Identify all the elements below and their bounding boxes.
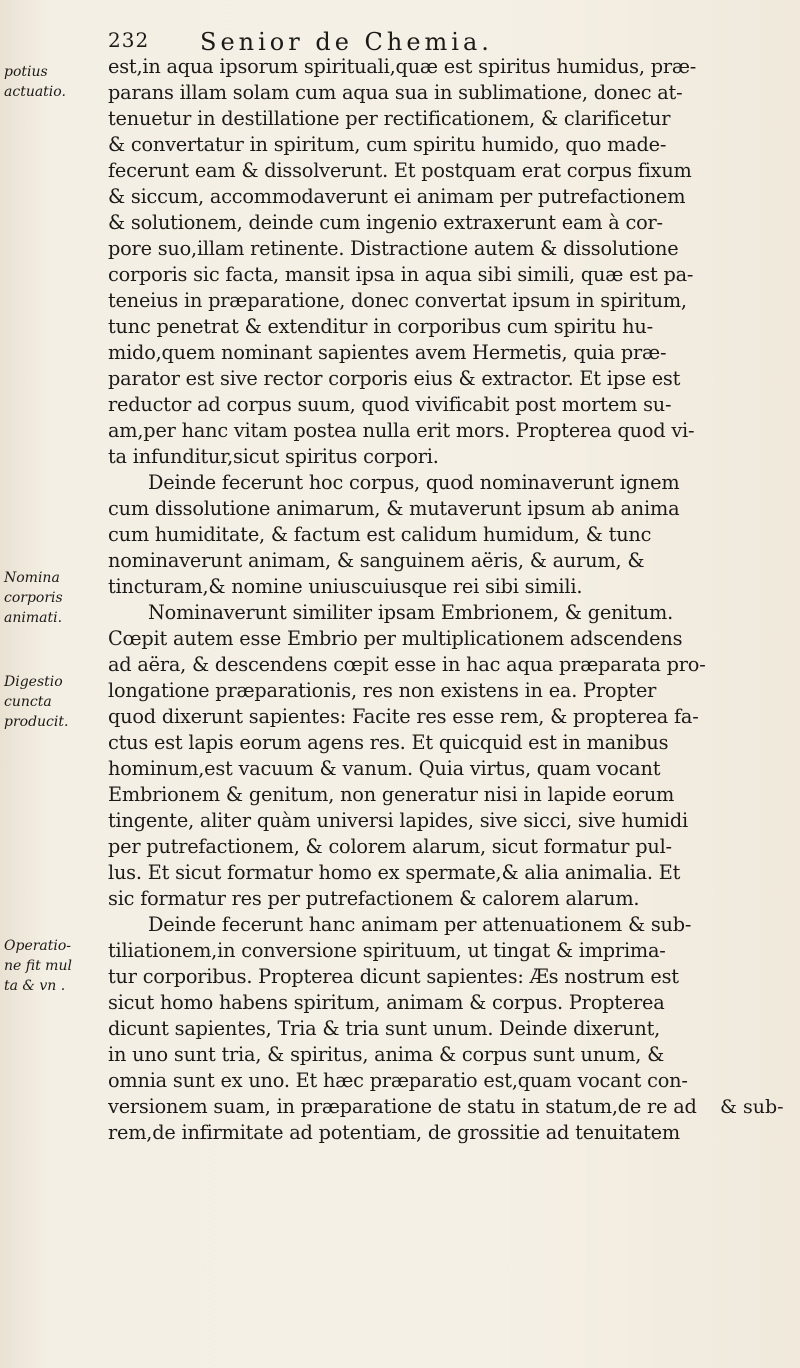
text-line: per putrefactionem, & colorem alarum, sicut formatur pul- bbox=[108, 835, 672, 858]
margin-note: Operatio- ne fit mul ta & vn . bbox=[4, 938, 72, 994]
text-line: parans illam solam cum aqua sua in sublimatione, donec at- bbox=[108, 81, 683, 104]
text-line: hominum,est vacuum & vanum. Quia virtus, quam vocant bbox=[108, 757, 661, 780]
text-line: Deinde fecerunt hoc corpus, quod nominaverunt ignem bbox=[148, 471, 680, 494]
text-line: longatione præparationis, res non existens in ea. Propter bbox=[108, 679, 657, 702]
text-line: tur corporibus. Propterea dicunt sapientes: Æs nostrum est bbox=[108, 965, 679, 988]
text-line: in uno sunt tria, & spiritus, anima & corpus sunt unum, & bbox=[108, 1043, 665, 1066]
text-line: Deinde fecerunt hanc animam per attenuationem & sub- bbox=[148, 913, 692, 936]
text-line: fecerunt eam & dissolverunt. Et postquam erat corpus fixum bbox=[108, 159, 692, 182]
text-line: sicut homo habens spiritum, animam & corpus. Propterea bbox=[108, 991, 665, 1014]
text-line: dicunt sapientes, Tria & tria sunt unum. Deinde dixerunt, bbox=[108, 1017, 661, 1040]
text-line: reductor ad corpus suum, quod vivificabit post mortem su- bbox=[108, 393, 672, 416]
text-line: ctus est lapis eorum agens res. Et quicquid est in manibus bbox=[108, 731, 669, 754]
text-line: cum dissolutione animarum, & mutaverunt ipsum ab anima bbox=[108, 497, 680, 520]
text-line: tiliationem,in conversione spirituum, ut tingat & imprima- bbox=[108, 939, 666, 962]
text-line: teneius in præparatione, donec convertat ipsum in spiritum, bbox=[108, 289, 687, 312]
text-line: rem,de infirmitate ad potentiam, de grossitie ad tenuitatem bbox=[108, 1121, 680, 1144]
text-line: tingente, aliter quàm universi lapides, sive sicci, sive humidi bbox=[108, 809, 688, 832]
text-line: mido,quem nominant sapientes avem Hermetis, quia præ- bbox=[108, 341, 667, 364]
text-line: Nominaverunt similiter ipsam Embrionem, & genitum. bbox=[148, 601, 674, 624]
text-line: Embrionem & genitum, non generatur nisi in lapide eorum bbox=[108, 783, 675, 806]
text-line: parator est sive rector corporis eius & extractor. Et ipse est bbox=[108, 367, 681, 390]
text-line: tincturam,& nomine uniuscuiusque rei sibi simili. bbox=[108, 575, 583, 598]
text-line: corporis sic facta, mansit ipsa in aqua sibi simili, quæ est pa- bbox=[108, 263, 694, 286]
text-line: ta infunditur,sicut spiritus corpori. bbox=[108, 445, 439, 468]
text-line: tunc penetrat & extenditur in corporibus cum spiritu hu- bbox=[108, 315, 653, 338]
text-line: am,per hanc vitam postea nulla erit mors. Propterea quod vi- bbox=[108, 419, 695, 442]
catchword: & sub- bbox=[720, 1096, 784, 1118]
margin-note: potius actuatio. bbox=[4, 64, 66, 100]
body-text bbox=[108, 54, 798, 1172]
running-title: Senior de Chemia. bbox=[200, 28, 493, 56]
text-line: versionem suam, in præparatione de statu in statum,de re ad bbox=[108, 1095, 697, 1118]
margin-notes bbox=[0, 0, 110, 1368]
text-line: Cœpit autem esse Embrio per multiplicationem adscendens bbox=[108, 627, 683, 650]
text-line: ad aëra, & descendens cœpit esse in hac aqua præparata pro- bbox=[108, 653, 706, 676]
text-line: tenuetur in destillatione per rectificationem, & clarificetur bbox=[108, 107, 671, 130]
text-line: quod dixerunt sapientes: Facite res esse rem, & propterea fa- bbox=[108, 705, 699, 728]
text-line: & solutionem, deinde cum ingenio extraxerunt eam à cor- bbox=[108, 211, 663, 234]
text-line bbox=[108, 1146, 798, 1172]
text-line: & convertatur in spiritum, cum spiritu humido, quo made- bbox=[108, 133, 667, 156]
margin-note: Digestio cuncta producit. bbox=[4, 674, 69, 730]
text-line: & siccum, accommodaverunt ei animam per putrefactionem bbox=[108, 185, 686, 208]
text-line: omnia sunt ex uno. Et hæc præparatio est,quam vocant con- bbox=[108, 1069, 688, 1092]
margin-note: Nomina corporis animati. bbox=[4, 570, 63, 626]
text-line: est,in aqua ipsorum spirituali,quæ est spiritus humidus, præ- bbox=[108, 55, 697, 78]
text-line: lus. Et sicut formatur homo ex spermate,& alia animalia. Et bbox=[108, 861, 681, 884]
text-line: nominaverunt animam, & sanguinem aëris, & aurum, & bbox=[108, 549, 645, 572]
text-line: cum humiditate, & factum est calidum humidum, & tunc bbox=[108, 523, 652, 546]
text-line: sic formatur res per putrefactionem & calorem alarum. bbox=[108, 887, 640, 910]
text-line: pore suo,illam retinente. Distractione autem & dissolutione bbox=[108, 237, 679, 260]
page-number: 232 bbox=[108, 28, 150, 52]
